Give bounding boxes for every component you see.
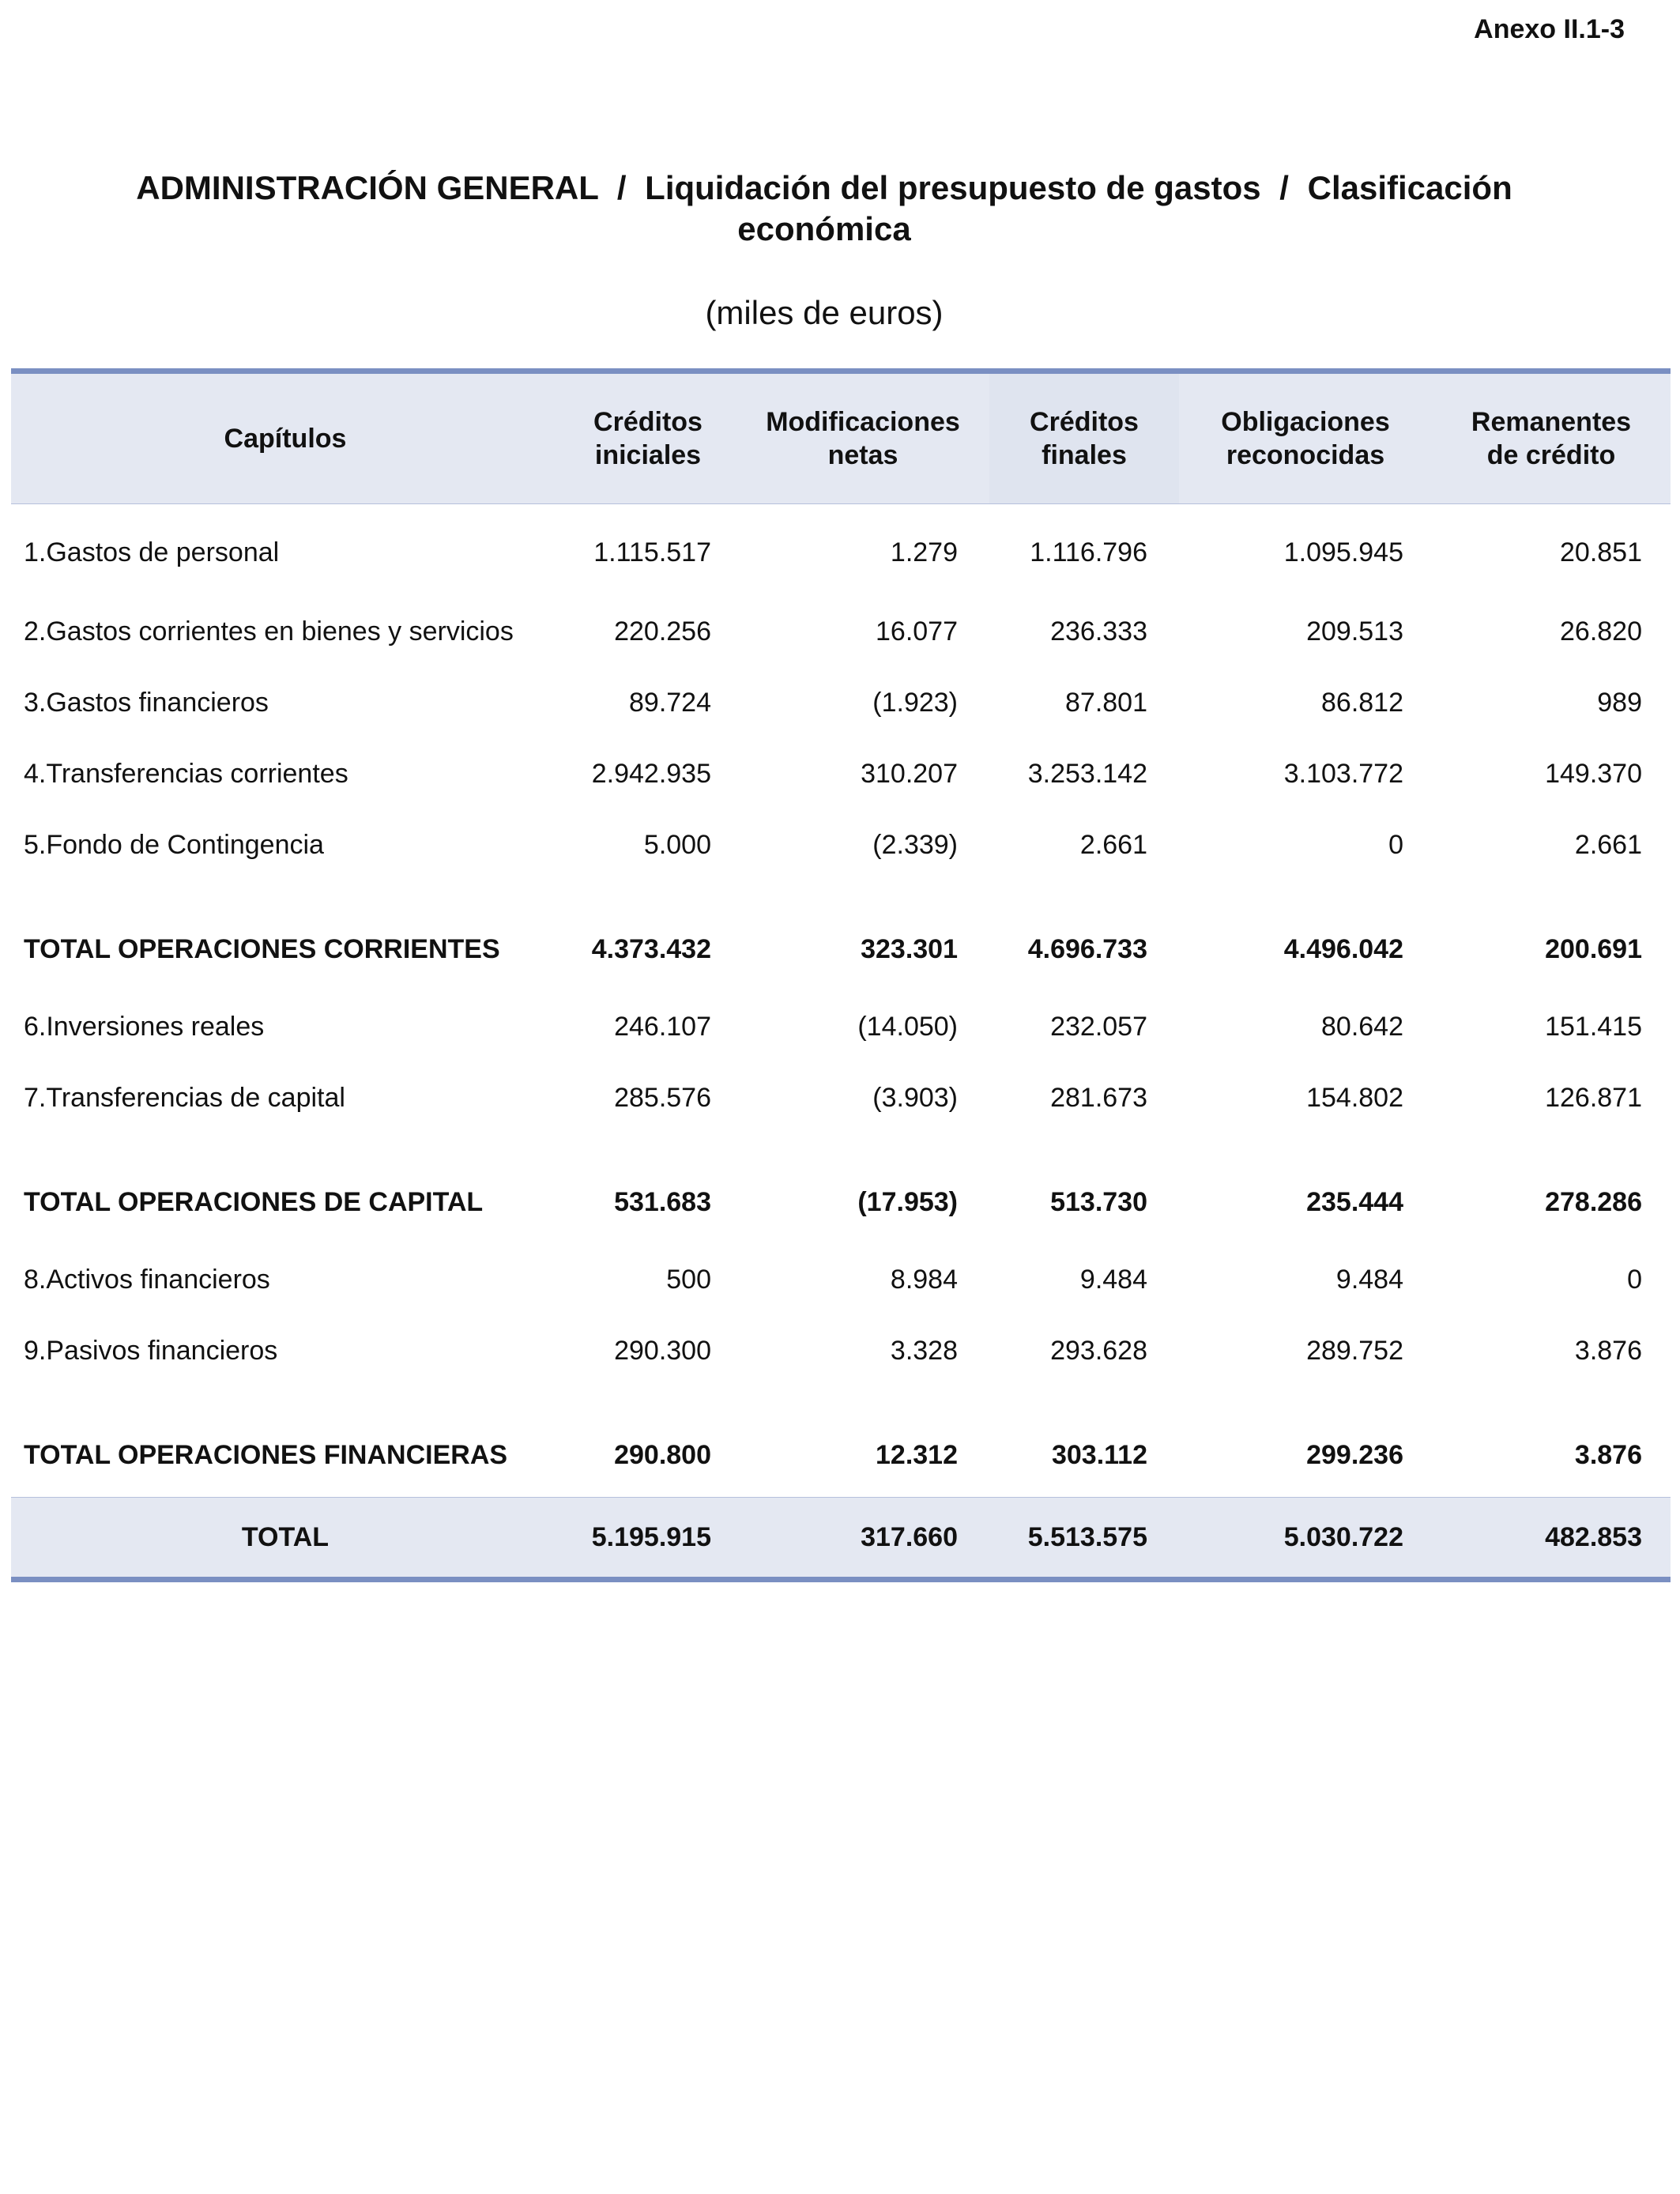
title-part-1: ADMINISTRACIÓN GENERAL [136, 169, 599, 206]
header-modificaciones-netas: Modificaciones netas [736, 371, 989, 504]
cell-obligaciones-reconocidas: 289.752 [1306, 1335, 1403, 1366]
cell-creditos-iniciales: 1.115.517 [593, 537, 711, 567]
table-row [11, 1315, 1671, 1413]
title-separator-1: / [616, 169, 627, 206]
units-subtitle: (miles de euros) [705, 294, 944, 331]
row-label: 6.Inversiones reales [24, 1011, 265, 1042]
row-label: 7.Transferencias de capital [24, 1082, 345, 1113]
cell-obligaciones-reconocidas: 4.496.042 [1283, 933, 1403, 964]
cell-modificaciones-netas: 310.207 [861, 758, 958, 789]
cell-obligaciones-reconocidas: 3.103.772 [1283, 758, 1403, 789]
cell-creditos-iniciales: 220.256 [614, 616, 711, 647]
cell-modificaciones-netas: 16.077 [876, 616, 958, 647]
cell-remanentes-credito: 2.661 [1574, 829, 1642, 860]
cell-creditos-finales: 236.333 [1050, 616, 1147, 647]
cell-modificaciones-netas: (3.903) [872, 1082, 958, 1113]
table-header [11, 371, 1671, 504]
table-row [11, 809, 1671, 907]
header-creditos-finales: Créditos finales [989, 371, 1179, 504]
cell-obligaciones-reconocidas: 80.642 [1321, 1011, 1403, 1042]
cell-creditos-iniciales: 89.724 [629, 687, 711, 718]
row-label: 4.Transferencias corrientes [24, 758, 348, 789]
cell-obligaciones-reconocidas: 299.236 [1306, 1439, 1403, 1470]
cell-modificaciones-netas: 12.312 [876, 1439, 958, 1470]
row-label: 2.Gastos corrientes en bienes y servicios [24, 616, 514, 647]
row-label: 3.Gastos financieros [24, 687, 269, 718]
cell-remanentes-credito: 989 [1597, 687, 1642, 718]
row-label: 1.Gastos de personal [24, 537, 280, 567]
cell-remanentes-credito: 151.415 [1545, 1011, 1642, 1042]
cell-remanentes-credito: 20.851 [1560, 537, 1642, 567]
row-label: TOTAL OPERACIONES FINANCIERAS [24, 1439, 508, 1470]
cell-modificaciones-netas: 317.660 [736, 1498, 989, 1580]
table-row [11, 1244, 1671, 1315]
cell-creditos-finales: 232.057 [1050, 1011, 1147, 1042]
cell-obligaciones-reconocidas: 1.095.945 [1283, 537, 1403, 567]
cell-creditos-finales: 1.116.796 [1030, 537, 1147, 567]
cell-remanentes-credito: 278.286 [1545, 1186, 1642, 1217]
page-title [63, 168, 1585, 250]
subtotal-row-corrientes [11, 907, 1671, 991]
cell-creditos-finales: 3.253.142 [1027, 758, 1147, 789]
cell-creditos-finales: 293.628 [1050, 1335, 1147, 1366]
header-capitulos: Capítulos [11, 371, 559, 504]
cell-creditos-iniciales: 2.942.935 [591, 758, 711, 789]
table-row [11, 738, 1671, 809]
cell-creditos-finales: 5.513.575 [989, 1498, 1179, 1580]
cell-creditos-finales: 4.696.733 [1027, 933, 1147, 964]
budget-table [11, 368, 1671, 1582]
cell-creditos-finales: 513.730 [1050, 1186, 1147, 1217]
cell-creditos-iniciales: 285.576 [614, 1082, 711, 1113]
title-line-1 [63, 168, 1585, 209]
cell-creditos-iniciales: 246.107 [614, 1011, 711, 1042]
row-label: 5.Fondo de Contingencia [24, 829, 324, 860]
header-row [11, 371, 1671, 504]
cell-creditos-finales: 9.484 [1079, 1264, 1147, 1295]
cell-modificaciones-netas: 8.984 [890, 1264, 958, 1295]
cell-modificaciones-netas: (1.923) [872, 687, 958, 718]
cell-creditos-finales: 303.112 [1051, 1439, 1147, 1470]
table-row [11, 1062, 1671, 1160]
header-obligaciones-reconocidas: Obligaciones reconocidas [1179, 371, 1432, 504]
cell-obligaciones-reconocidas: 154.802 [1306, 1082, 1403, 1113]
cell-creditos-finales: 281.673 [1050, 1082, 1147, 1113]
cell-modificaciones-netas: (2.339) [872, 829, 958, 860]
header-remanentes-credito: Remanentes de crédito [1432, 371, 1671, 504]
cell-creditos-iniciales: 4.373.432 [591, 933, 711, 964]
subtotal-row-financieras [11, 1413, 1671, 1498]
cell-obligaciones-reconocidas: 209.513 [1306, 616, 1403, 647]
cell-modificaciones-netas: 1.279 [890, 537, 958, 567]
cell-creditos-iniciales: 290.800 [614, 1439, 711, 1470]
row-label: TOTAL [11, 1498, 559, 1580]
subtotal-row-capital [11, 1160, 1671, 1244]
title-part-2: Liquidación del presupuesto de gastos [645, 169, 1261, 206]
table-row [11, 504, 1671, 597]
cell-modificaciones-netas: 323.301 [861, 933, 958, 964]
cell-remanentes-credito: 0 [1627, 1264, 1642, 1295]
cell-obligaciones-reconocidas: 86.812 [1321, 687, 1403, 718]
row-label: 8.Activos financieros [24, 1264, 270, 1295]
cell-creditos-iniciales: 500 [666, 1264, 711, 1295]
cell-creditos-iniciales: 5.195.915 [559, 1498, 736, 1580]
row-label: TOTAL OPERACIONES DE CAPITAL [24, 1186, 484, 1217]
row-label: 9.Pasivos financieros [24, 1335, 278, 1366]
cell-obligaciones-reconocidas: 0 [1388, 829, 1403, 860]
cell-remanentes-credito: 3.876 [1574, 1439, 1642, 1470]
cell-creditos-finales: 87.801 [1065, 687, 1147, 718]
title-line-2: económica [737, 210, 911, 247]
header-creditos-iniciales: Créditos iniciales [559, 371, 736, 504]
cell-remanentes-credito: 26.820 [1560, 616, 1642, 647]
table-row [11, 991, 1671, 1062]
cell-creditos-iniciales: 5.000 [643, 829, 711, 860]
cell-modificaciones-netas: (14.050) [857, 1011, 958, 1042]
cell-obligaciones-reconocidas: 9.484 [1335, 1264, 1403, 1295]
cell-obligaciones-reconocidas: 235.444 [1306, 1186, 1403, 1217]
title-separator-2: / [1279, 169, 1289, 206]
table-body [11, 504, 1671, 1580]
grand-total-row [11, 1498, 1671, 1580]
cell-remanentes-credito: 3.876 [1574, 1335, 1642, 1366]
title-part-3: Clasificación [1307, 169, 1512, 206]
table-row [11, 667, 1671, 738]
table-row [11, 596, 1671, 667]
cell-obligaciones-reconocidas: 5.030.722 [1179, 1498, 1432, 1580]
cell-remanentes-credito: 482.853 [1432, 1498, 1671, 1580]
cell-modificaciones-netas: 3.328 [890, 1335, 958, 1366]
budget-table-container [11, 368, 1671, 1582]
cell-remanentes-credito: 149.370 [1545, 758, 1642, 789]
cell-remanentes-credito: 126.871 [1545, 1082, 1642, 1113]
cell-remanentes-credito: 200.691 [1545, 933, 1642, 964]
annex-label: Anexo II.1-3 [1474, 14, 1625, 44]
cell-modificaciones-netas: (17.953) [857, 1186, 958, 1217]
cell-creditos-finales: 2.661 [1079, 829, 1147, 860]
cell-creditos-iniciales: 531.683 [614, 1186, 711, 1217]
row-label: TOTAL OPERACIONES CORRIENTES [24, 933, 500, 964]
cell-creditos-iniciales: 290.300 [614, 1335, 711, 1366]
